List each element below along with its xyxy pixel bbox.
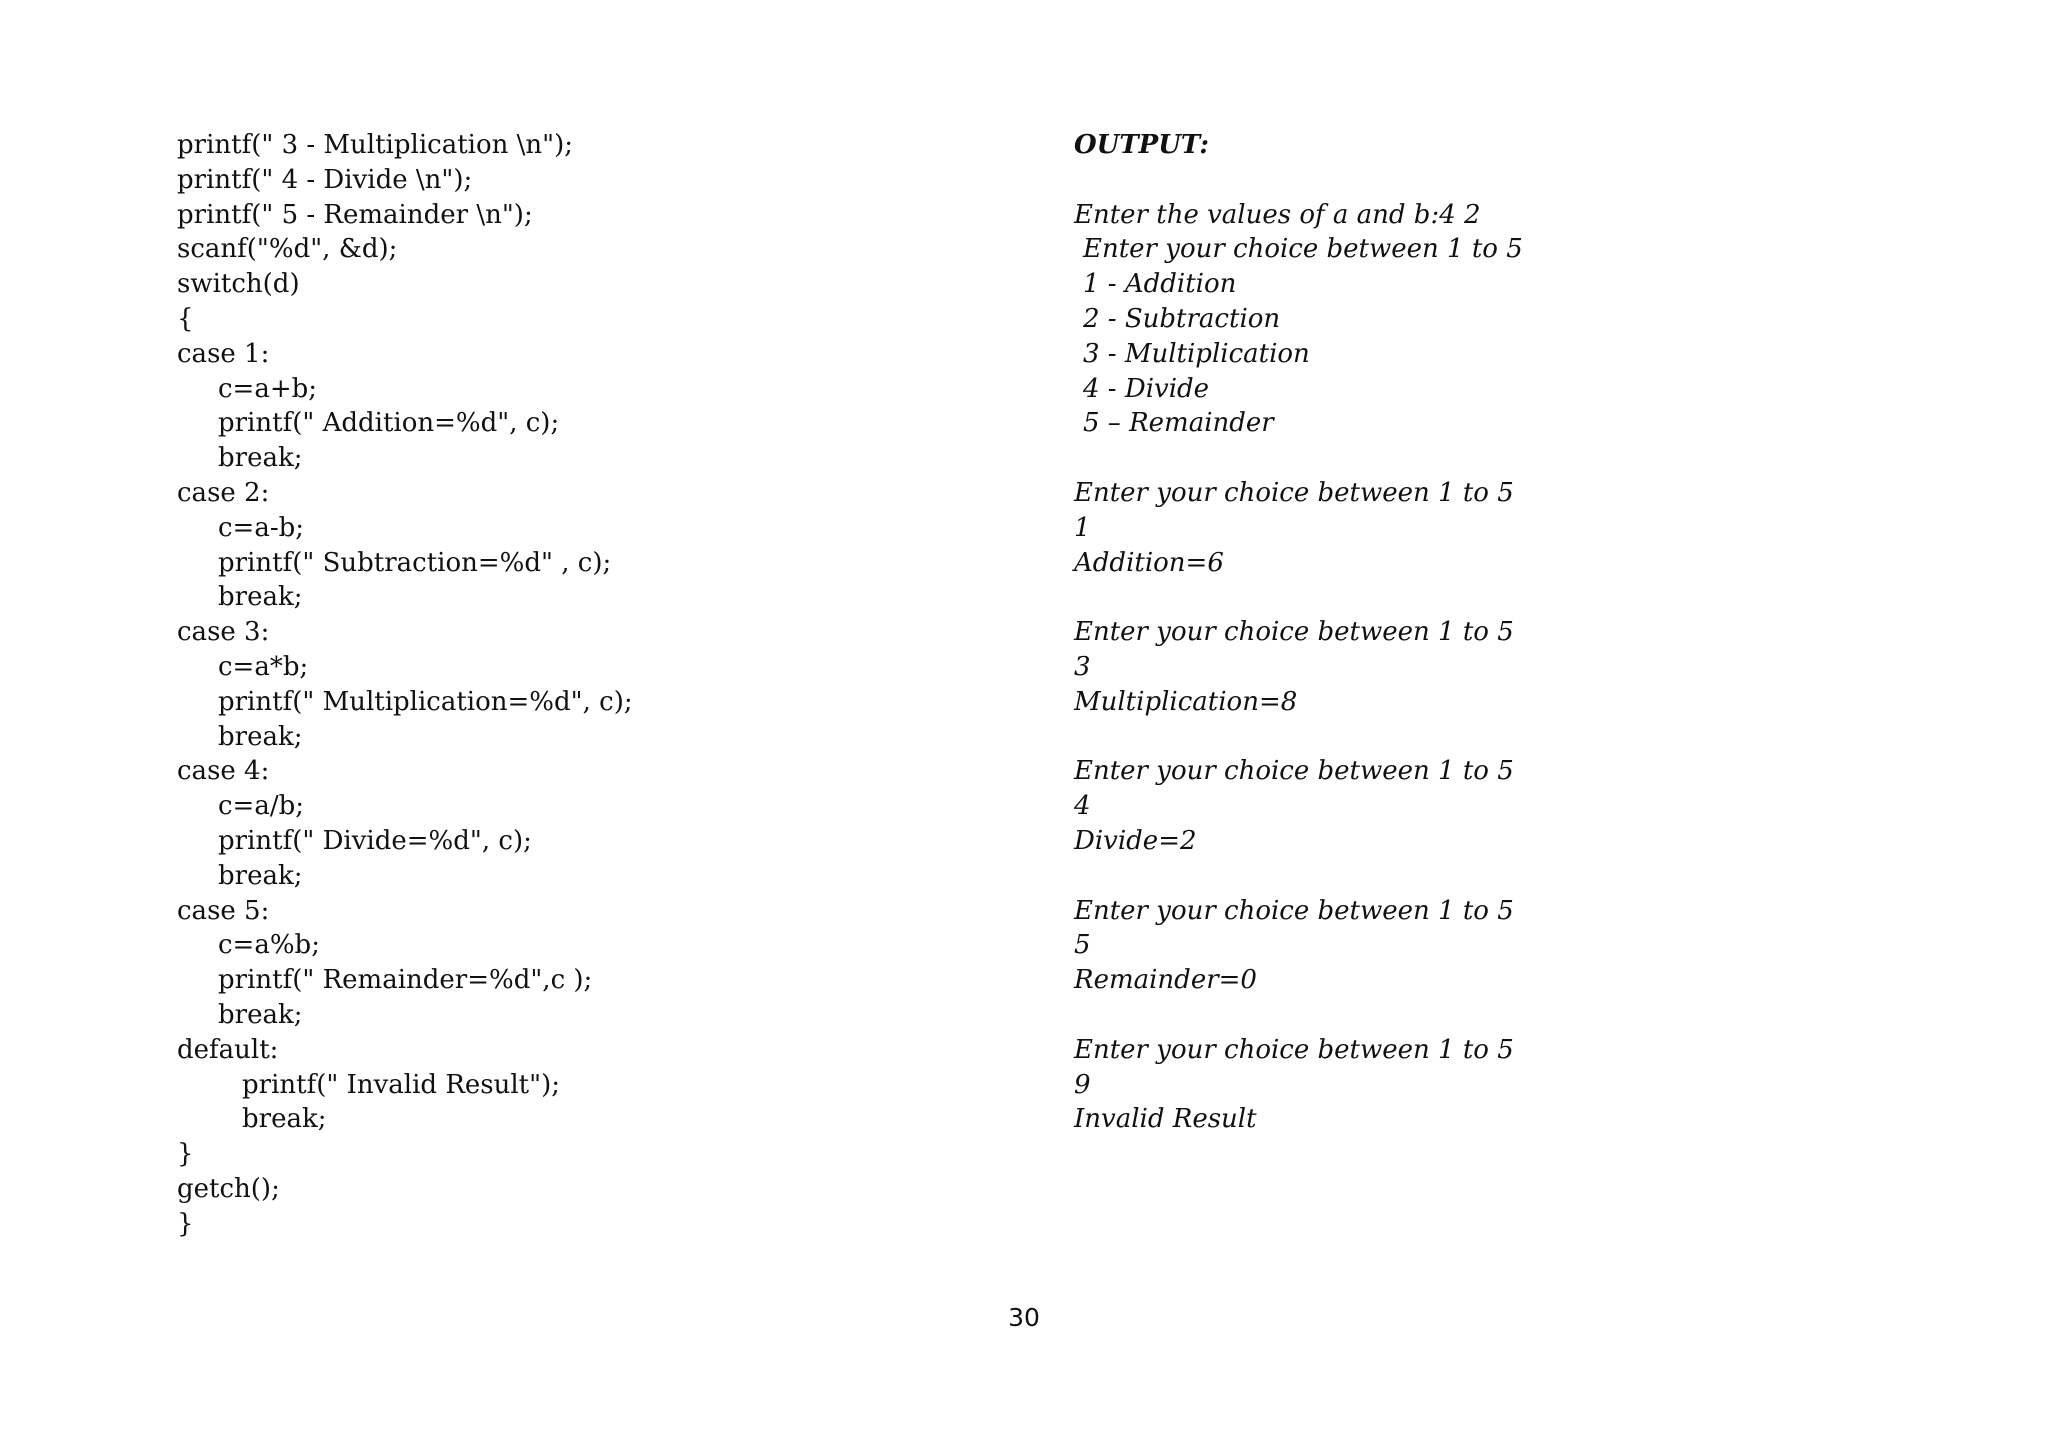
output-line: Enter your choice between 1 to 5 — [1083, 234, 1523, 265]
code-line: case 4: — [177, 756, 270, 787]
page-number: 30 — [1008, 1303, 1040, 1332]
code-line: break; — [218, 860, 303, 891]
output-line: Addition=6 — [1074, 547, 1224, 578]
code-line: printf(" Remainder=%d",c ); — [218, 965, 593, 996]
code-line: printf(" 3 - Multiplication \n"); — [177, 130, 574, 160]
code-line: case 5: — [177, 895, 270, 926]
code-line: case 1: — [177, 338, 270, 369]
code-line: break; — [218, 443, 303, 474]
output-line: Enter your choice between 1 to 5 — [1074, 617, 1514, 648]
code-line: printf(" 5 - Remainder \n"); — [177, 199, 533, 230]
code-line: default: — [177, 1034, 279, 1065]
output-line: 3 - Multiplication — [1083, 338, 1310, 369]
output-line: Multiplication=8 — [1074, 686, 1298, 717]
output-line — [1074, 580, 1874, 615]
output-line — [1074, 998, 1874, 1033]
code-line: printf(" Subtraction=%d" , c); — [218, 547, 612, 578]
code-listing — [177, 128, 997, 1242]
code-line: c=a/b; — [218, 791, 305, 822]
output-line: Divide=2 — [1074, 825, 1197, 856]
output-line: Invalid Result — [1074, 1104, 1257, 1135]
code-line: switch(d) — [177, 269, 300, 300]
code-line: printf(" Addition=%d", c); — [218, 408, 560, 439]
code-line: break; — [218, 721, 303, 752]
code-line: } — [177, 1139, 194, 1170]
code-line: scanf("%d", &d); — [177, 234, 398, 265]
code-line: printf(" Multiplication=%d", c); — [218, 686, 633, 717]
code-line: case 2: — [177, 477, 270, 508]
code-line: printf(" Invalid Result"); — [242, 1069, 560, 1100]
code-line: break; — [218, 999, 303, 1030]
code-line: { — [177, 303, 194, 334]
code-line: break; — [218, 582, 303, 613]
output-line: 9 — [1074, 1069, 1091, 1100]
output-line — [1074, 720, 1874, 755]
code-line: c=a-b; — [218, 512, 305, 543]
output-line — [1074, 441, 1874, 476]
output-line: 4 - Divide — [1083, 373, 1210, 404]
output-line: 5 — [1074, 930, 1091, 961]
code-line: getch(); — [177, 1173, 280, 1204]
code-line: break; — [242, 1104, 327, 1135]
code-line: c=a+b; — [218, 373, 318, 404]
code-line: c=a%b; — [218, 930, 320, 961]
output-heading: OUTPUT: — [1074, 130, 1209, 160]
output-line: Enter your choice between 1 to 5 — [1074, 756, 1514, 787]
output-section — [1074, 128, 1874, 1137]
code-line: case 3: — [177, 617, 270, 648]
output-line: 1 - Addition — [1083, 269, 1237, 300]
output-line: Enter your choice between 1 to 5 — [1074, 895, 1514, 926]
output-line: 5 – Remainder — [1083, 408, 1274, 439]
output-line: Enter the values of a and b:4 2 — [1074, 199, 1481, 230]
output-line: Enter your choice between 1 to 5 — [1074, 1034, 1514, 1065]
output-line: Remainder=0 — [1074, 965, 1257, 996]
code-line: } — [177, 1208, 194, 1239]
output-line — [1074, 859, 1874, 894]
output-line: Enter your choice between 1 to 5 — [1074, 477, 1514, 508]
code-line: printf(" 4 - Divide \n"); — [177, 164, 473, 195]
output-line: 3 — [1074, 651, 1091, 682]
output-line: 1 — [1074, 512, 1091, 543]
code-line: printf(" Divide=%d", c); — [218, 825, 532, 856]
output-line — [1074, 163, 1874, 198]
output-line: 2 - Subtraction — [1083, 303, 1281, 334]
code-line: c=a*b; — [218, 651, 309, 682]
output-line: 4 — [1074, 791, 1091, 822]
